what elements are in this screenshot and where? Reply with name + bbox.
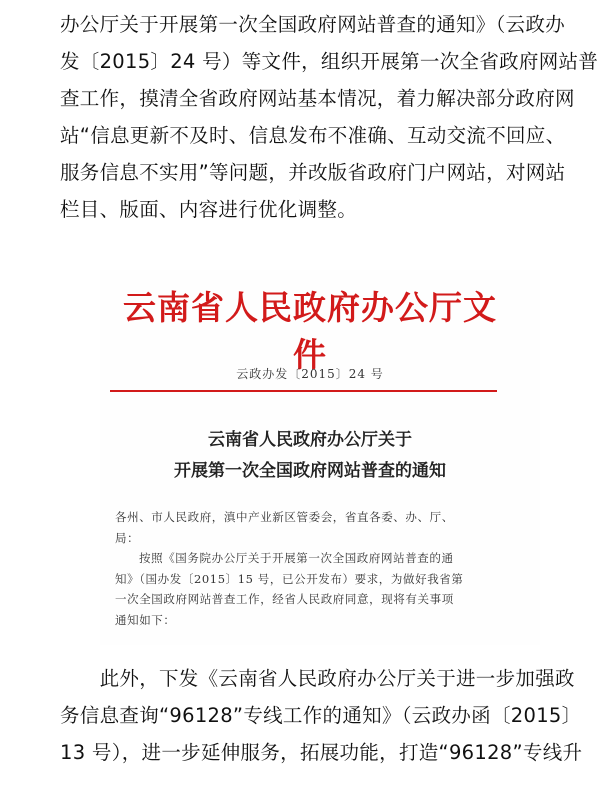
paragraph-line: 务信息查询“96128”专线工作的通知》（云政办函〔2015〕 <box>60 704 582 727</box>
document-title <box>110 425 510 487</box>
document-body-line: 知》（国办发〔2015〕15 号，已公开发布）要求，为做好我省第 <box>115 571 464 586</box>
paragraph-line: 此外，下发《云南省人民政府办公厅关于进一步加强政 <box>60 667 575 690</box>
document-body-line: 通知如下： <box>115 612 176 627</box>
document-body-line: 一次全国政府网站普查工作，经省人民政府同意，现将有关事项 <box>115 592 454 606</box>
paragraph-line: 13 号），进一步延伸服务，拓展功能，打造“96128”专线升 <box>60 741 583 764</box>
paragraph-line: 服务信息不实用”等问题，并改版省政府门户网站，对网站 <box>60 161 566 184</box>
document-red-header: 云南省人民政府办公厅文件 <box>123 288 497 374</box>
addressee-line: 各州、市人民政府，滇中产业新区管委会，省直各委、办、厅、 <box>115 510 454 524</box>
document-title-line: 云南省人民政府办公厅关于 <box>208 430 412 450</box>
followup-paragraph <box>60 660 583 771</box>
paragraph-line: 发〔2015〕24 号）等文件，组织开展第一次全省政府网站普 <box>60 50 599 73</box>
paragraph-line: 查工作，摸清全省政府网站基本情况，着力解决部分政府网 <box>60 87 575 110</box>
red-divider-line <box>110 390 497 392</box>
paragraph-line: 办公厅关于开展第一次全国政府网站普查的通知》（云政办 <box>60 13 566 36</box>
document-body-line: 按照《国务院办公厅关于开展第一次全国政府网站普查的通 <box>139 551 454 565</box>
document-title-line: 开展第一次全国政府网站普查的通知 <box>174 461 446 481</box>
paragraph-line: 栏目、版面、内容进行优化调整。 <box>60 198 358 221</box>
addressee-line: 局： <box>115 530 140 545</box>
embedded-document-image <box>100 270 540 645</box>
intro-paragraph <box>60 6 599 228</box>
document-body <box>115 507 515 630</box>
paragraph-line: 站“信息更新不及时、信息发布不准确、互动交流不回应、 <box>60 124 566 147</box>
document-number: 云政办发〔2015〕24 号 <box>236 367 384 381</box>
